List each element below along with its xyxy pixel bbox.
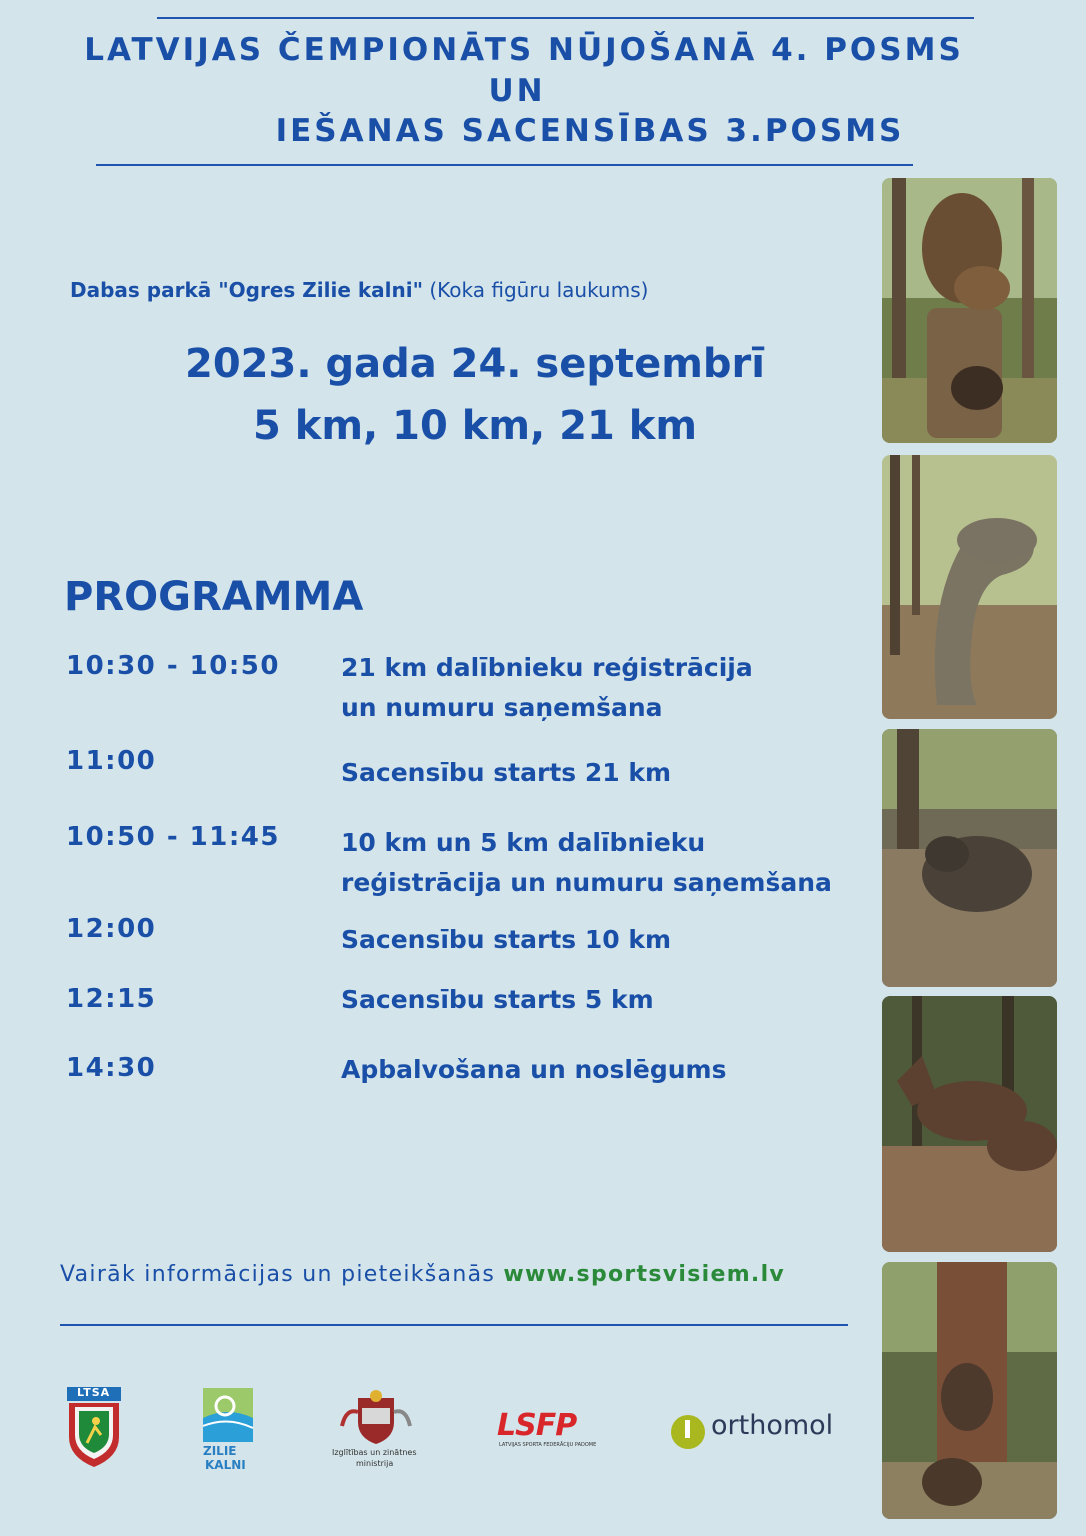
programme-event-line: 21 km dalībnieku reģistrācija (341, 653, 753, 682)
programme-event (341, 753, 671, 793)
lsfp-logo-text: LSFP (497, 1408, 577, 1443)
programme-title: PROGRAMMA (64, 574, 364, 620)
venue (70, 278, 648, 302)
programme-time: 10:30 - 10:50 (66, 651, 280, 681)
programme-event (341, 1050, 726, 1090)
ministry-line1: Izglītības un zinātnes (332, 1448, 417, 1457)
orthomol-logo (670, 1410, 846, 1450)
programme-time: 11:00 (66, 746, 157, 776)
title-underline (96, 164, 913, 166)
programme-event-line: un numuru saņemšana (341, 693, 663, 722)
programme-time: 12:00 (66, 914, 157, 944)
programme-event (341, 823, 832, 903)
photo-snake-carving (882, 455, 1057, 719)
programme-time: 14:30 (66, 1053, 157, 1083)
programme-event (341, 648, 753, 728)
lsfp-subtitle: LATVIJAS SPORTA FEDERĀCIJU PADOME (499, 1442, 597, 1448)
ltsa-logo (65, 1385, 123, 1469)
ltsa-logo-text: LTSA (77, 1386, 111, 1399)
top-rule (157, 17, 974, 19)
programme-event-line: Sacensību starts 10 km (341, 925, 672, 954)
photo-squirrel-carving (882, 178, 1057, 443)
ministry-logo (332, 1386, 420, 1474)
photo-fox-carving (882, 996, 1057, 1252)
photo-bear-carving (882, 729, 1057, 987)
programme-time: 12:15 (66, 984, 157, 1014)
programme-event-line: Sacensību starts 21 km (341, 758, 672, 787)
orthomol-circle-icon (670, 1414, 706, 1450)
more-info-text: Vairāk informācijas un pieteikšanās (60, 1262, 496, 1287)
event-date: 2023. gada 24. septembrī (185, 341, 765, 387)
title-line-3: IEŠANAS SACENSĪBAS 3.POSMS (275, 113, 905, 149)
orthomol-logo-text: orthomol (711, 1410, 834, 1441)
photo-tree-carving (882, 1262, 1057, 1519)
programme-event-line: 10 km un 5 km dalībnieku (341, 828, 706, 857)
programme-time: 10:50 - 11:45 (66, 822, 280, 852)
zilie-kalni-line2: KALNI (205, 1458, 246, 1472)
ministry-line2: ministrija (356, 1459, 394, 1468)
programme-event-line: reģistrācija un numuru saņemšana (341, 868, 832, 897)
zilie-kalni-line1: ZILIE (203, 1444, 237, 1458)
venue-name: Dabas parkā "Ogres Zilie kalni" (70, 278, 424, 302)
footer-rule (60, 1324, 848, 1326)
zilie-kalni-logo (203, 1388, 255, 1472)
event-distances: 5 km, 10 km, 21 km (252, 403, 698, 449)
venue-note: (Koka figūru laukums) (429, 278, 649, 302)
title-line-1: LATVIJAS ČEMPIONĀTS NŪJOŠANĀ 4. POSMS (84, 32, 964, 68)
website-link[interactable]: www.sportsvisiem.lv (503, 1262, 786, 1287)
lsfp-logo (497, 1408, 615, 1452)
programme-event-line: Apbalvošana un noslēgums (341, 1055, 727, 1084)
programme-event (341, 920, 671, 960)
title-line-2: UN (488, 73, 546, 109)
programme-event-line: Sacensību starts 5 km (341, 985, 654, 1014)
programme-event (341, 980, 654, 1020)
more-info (60, 1262, 785, 1287)
